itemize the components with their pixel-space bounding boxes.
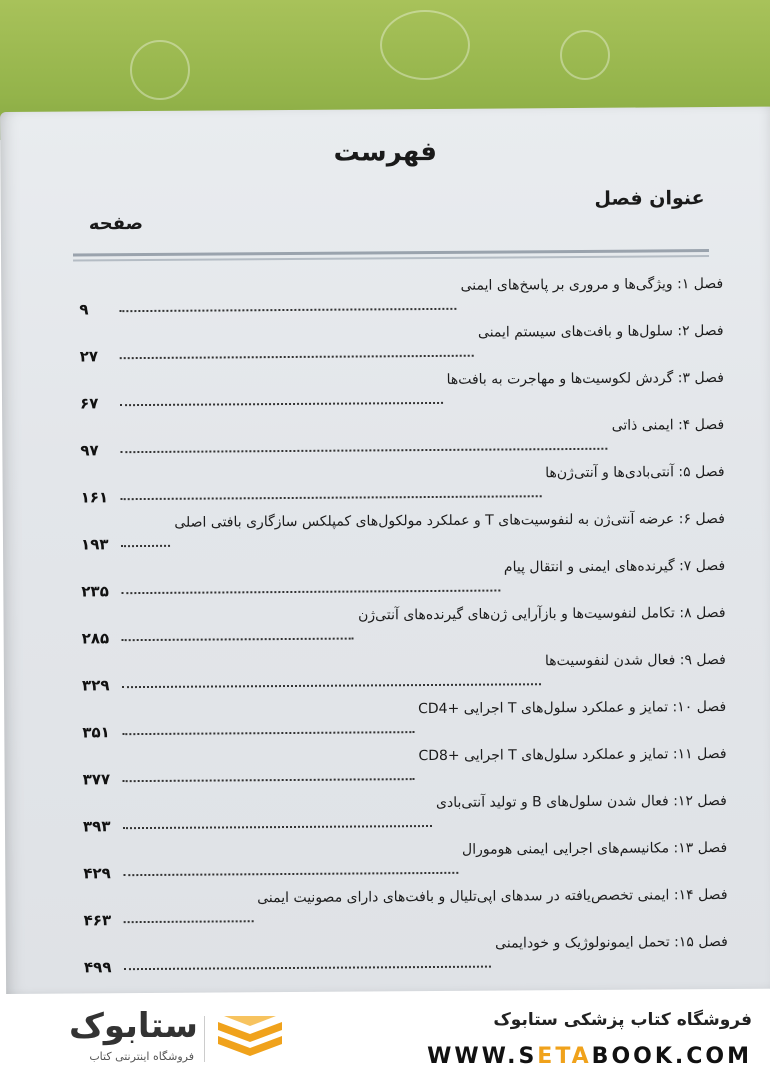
url-s: S [518,1044,538,1069]
url-prefix: WWW. [427,1044,519,1069]
table-of-contents-page [0,107,770,994]
dot-leader [120,448,607,453]
toc-entry-page: ۲۳۵ [81,582,109,601]
toc-entry-page: ۹۷ [80,441,99,460]
toc-entry-page: ۴۹۹ [83,958,112,977]
logo-divider [204,1016,205,1062]
toc-entry-title: فصل ۱۴: ایمنی تخصص‌یافته در سدهای اپی‌تلیال و بافت‌های دارای مصونیت ایمنی [257,886,728,907]
toc-entry [73,319,723,371]
dot-leader [123,872,458,876]
toc-entry-page: ۱۶۱ [80,488,109,507]
toc-entry [75,507,725,559]
toc-entry-page: ۶۷ [79,394,99,413]
store-footer [0,994,770,1080]
logo-brand-text: ستابوک [69,1006,198,1046]
dot-leader [120,355,474,359]
toc-entry [77,883,727,935]
toc-entry-title: فصل ۱۰: تمایز و عملکرد سلول‌های T اجرایی +CD4 [418,698,727,718]
page-title: فهرست [333,136,438,168]
toc-entry-title: فصل ۱۱: تمایز و عملکرد سلول‌های T اجرایی +CD8 [418,745,727,765]
toc-entry-title: فصل ۱۵: تحمل ایمونولوژیک و خودایمنی [495,933,728,952]
toc-entry-page: ۳۵۱ [82,723,110,742]
dot-leader [122,683,541,688]
toc-entry [75,554,725,606]
toc-entry-page: ۲۷ [79,347,99,366]
toc-entry-title: فصل ۱۲: فعال شدن سلول‌های B و تولید آنتی‌بادی [435,792,727,811]
toc-entry-title: فصل ۱: ویژگی‌ها و مروری بر پاسخ‌های ایمنی [460,275,724,294]
column-header-page: صفحه [88,213,144,235]
toc-entry [74,413,724,465]
toc-entry-title: فصل ۳: گردش لکوسیت‌ها و مهاجرت به بافت‌ها [446,369,724,388]
dot-leader [123,778,415,782]
toc-entry-title: فصل ۴: ایمنی ذاتی [611,416,725,434]
dot-leader [122,731,414,735]
toc-entry-title: فصل ۸: تکامل لنفوسیت‌ها و بازآرایی ژن‌های گیرنده‌های آنتی‌ژن [358,604,726,624]
toc-list [73,272,728,982]
url-b: B [591,1044,612,1069]
toc-entry [75,601,725,653]
toc-entry [77,789,727,841]
dot-leader [122,638,354,642]
column-header-chapter: عنوان فصل [594,187,705,210]
toc-entry [76,648,726,700]
toc-entry-page: ۳۲۹ [81,676,110,695]
store-url [427,1044,752,1069]
toc-entry-page: ۲۸۵ [81,629,110,648]
store-name: فروشگاه کتاب پزشکی ستابوک [493,1010,752,1030]
dot-leader [124,966,491,971]
dot-leader [124,920,254,923]
toc-entry-title: فصل ۵: آنتی‌بادی‌ها و آنتی‌ژن‌ها [545,463,725,482]
decorative-doodle [130,40,190,100]
toc-entry [77,836,727,888]
toc-entry-title: فصل ۷: گیرنده‌های ایمنی و انتقال پیام [503,557,726,576]
toc-entry-page: ۳۷۷ [82,770,111,789]
toc-entry-title: فصل ۱۳: مکانیسم‌های اجرایی ایمنی هومورال [461,839,728,858]
toc-entry [73,272,723,324]
decorative-doodle [560,30,610,80]
dot-leader [120,402,443,406]
toc-entry [74,366,724,418]
dot-leader [121,545,170,547]
toc-entry-page: ۹ [79,300,89,319]
toc-entry [76,695,726,747]
decorative-doodle [380,10,470,80]
toc-entry-page: ۳۹۳ [82,817,111,836]
book-stack-logo-icon [214,1014,286,1064]
header-divider-thin [73,255,709,261]
toc-entry-title: فصل ۹: فعال شدن لنفوسیت‌ها [544,651,726,670]
brand-logo [24,1006,204,1070]
toc-entry [76,742,726,794]
logo-tagline: فروشگاه اینترنتی کتاب [89,1050,194,1063]
toc-entry-title: فصل ۶: عرضه آنتی‌ژن به لنفوسیت‌های T و عملکرد مولکول‌های کمپلکس سازگاری بافتی اصلی [174,510,725,531]
dot-leader [123,825,432,829]
toc-entry-page: ۱۹۳ [80,535,109,554]
toc-entry-page: ۴۲۹ [83,864,111,883]
toc-entry-title: فصل ۲: سلول‌ها و بافت‌های سیستم ایمنی [477,322,724,341]
url-mid: ETA [537,1044,592,1069]
toc-entry [78,930,728,982]
toc-entry-page: ۴۶۳ [83,911,112,930]
dot-leader [119,308,456,312]
dot-leader [121,590,500,595]
dot-leader [121,495,542,500]
toc-entry [74,460,724,512]
url-suffix: OOK.COM [611,1044,752,1069]
